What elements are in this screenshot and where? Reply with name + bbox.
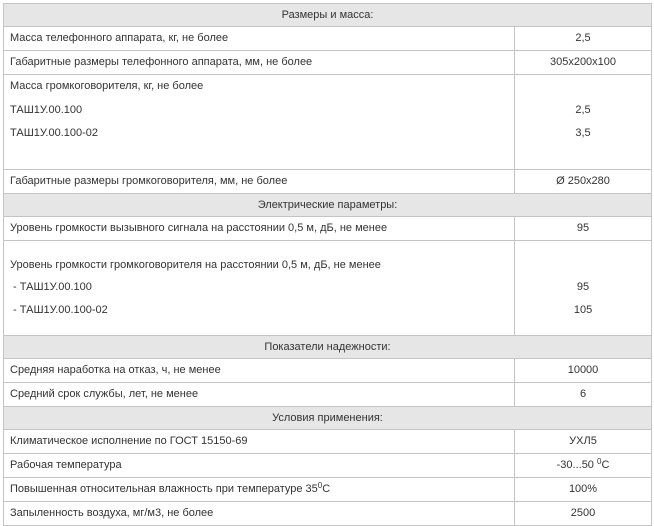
row-label: Климатическое исполнение по ГОСТ 15150-69 bbox=[4, 430, 515, 454]
row-value: 2500 bbox=[515, 502, 652, 526]
row-value: 2,5 bbox=[515, 27, 652, 51]
row-value: 305x200x100 bbox=[515, 51, 652, 75]
row-label: Габаритные размеры телефонного аппарата, мм, не более bbox=[4, 51, 515, 75]
section-title: Электрические параметры: bbox=[4, 194, 652, 217]
row-label: Уровень громкости громкоговорителя на расстоянии 0,5 м, дБ, не менее bbox=[10, 258, 381, 271]
table-row bbox=[4, 27, 652, 51]
row-value: 95 bbox=[576, 280, 590, 293]
row-value: 100% bbox=[515, 478, 652, 502]
row-sublabel: - ТАШ1У.00.100-02 bbox=[10, 304, 108, 316]
row-label-group bbox=[4, 75, 515, 170]
table-row bbox=[4, 454, 652, 478]
table-row bbox=[4, 383, 652, 407]
row-sublabel: - ТАШ1У.00.100 bbox=[10, 280, 92, 293]
row-value: 6 bbox=[515, 383, 652, 407]
row-label: Масса громкоговорителя, кг, не более bbox=[10, 80, 204, 92]
row-label: Запыленность воздуха, мг/м3, не более bbox=[4, 502, 515, 526]
row-label-humidity bbox=[4, 478, 515, 502]
row-label: Габаритные размеры громкоговорителя, мм, не более bbox=[4, 170, 515, 194]
row-value-group bbox=[515, 75, 652, 170]
humidity-unit: C bbox=[322, 483, 331, 495]
row-value-group bbox=[515, 241, 652, 336]
specifications-table bbox=[3, 3, 652, 526]
row-label: Средняя наработка на отказ, ч, не менее bbox=[4, 359, 515, 383]
degree-mark: 0 bbox=[596, 457, 602, 466]
section-header-reliability bbox=[4, 336, 652, 359]
row-value: 10000 bbox=[515, 359, 652, 383]
section-title: Показатели надежности: bbox=[4, 336, 652, 359]
table-row bbox=[4, 51, 652, 75]
temperature-unit: C bbox=[601, 459, 610, 471]
row-value: 3,5 bbox=[575, 127, 591, 139]
row-value: 105 bbox=[573, 304, 593, 316]
table-row bbox=[4, 217, 652, 241]
section-title: Размеры и масса: bbox=[4, 4, 652, 27]
row-label: Рабочая температура bbox=[4, 454, 515, 478]
section-header-size-mass bbox=[4, 4, 652, 27]
table-row bbox=[4, 170, 652, 194]
row-label: Средний срок службы, лет, не менее bbox=[4, 383, 515, 407]
row-value-temperature bbox=[515, 454, 652, 478]
section-header-electrical bbox=[4, 194, 652, 217]
section-title: Условия применения: bbox=[4, 407, 652, 430]
row-sublabel: ТАШ1У.00.100-02 bbox=[10, 127, 99, 139]
row-label-group bbox=[4, 241, 515, 336]
row-value: УХЛ5 bbox=[515, 430, 652, 454]
row-sublabel: ТАШ1У.00.100 bbox=[10, 103, 83, 116]
table-row bbox=[4, 502, 652, 526]
row-label: Масса телефонного аппарата, кг, не более bbox=[4, 27, 515, 51]
row-value: 95 bbox=[515, 217, 652, 241]
temperature-range: -30...50 bbox=[556, 459, 597, 471]
table-row-speaker-mass bbox=[4, 75, 652, 170]
table-row bbox=[4, 359, 652, 383]
row-value: 2,5 bbox=[575, 103, 591, 116]
degree-mark: 0 bbox=[317, 481, 323, 490]
humidity-label: Повышенная относительная влажность при температуре 35 bbox=[10, 483, 318, 495]
row-value: Ø 250x280 bbox=[515, 170, 652, 194]
section-header-conditions bbox=[4, 407, 652, 430]
row-label: Уровень громкости вызывного сигнала на расстоянии 0,5 м, дБ, не менее bbox=[4, 217, 515, 241]
table-row bbox=[4, 478, 652, 502]
table-row bbox=[4, 430, 652, 454]
table-row-speaker-level bbox=[4, 241, 652, 336]
